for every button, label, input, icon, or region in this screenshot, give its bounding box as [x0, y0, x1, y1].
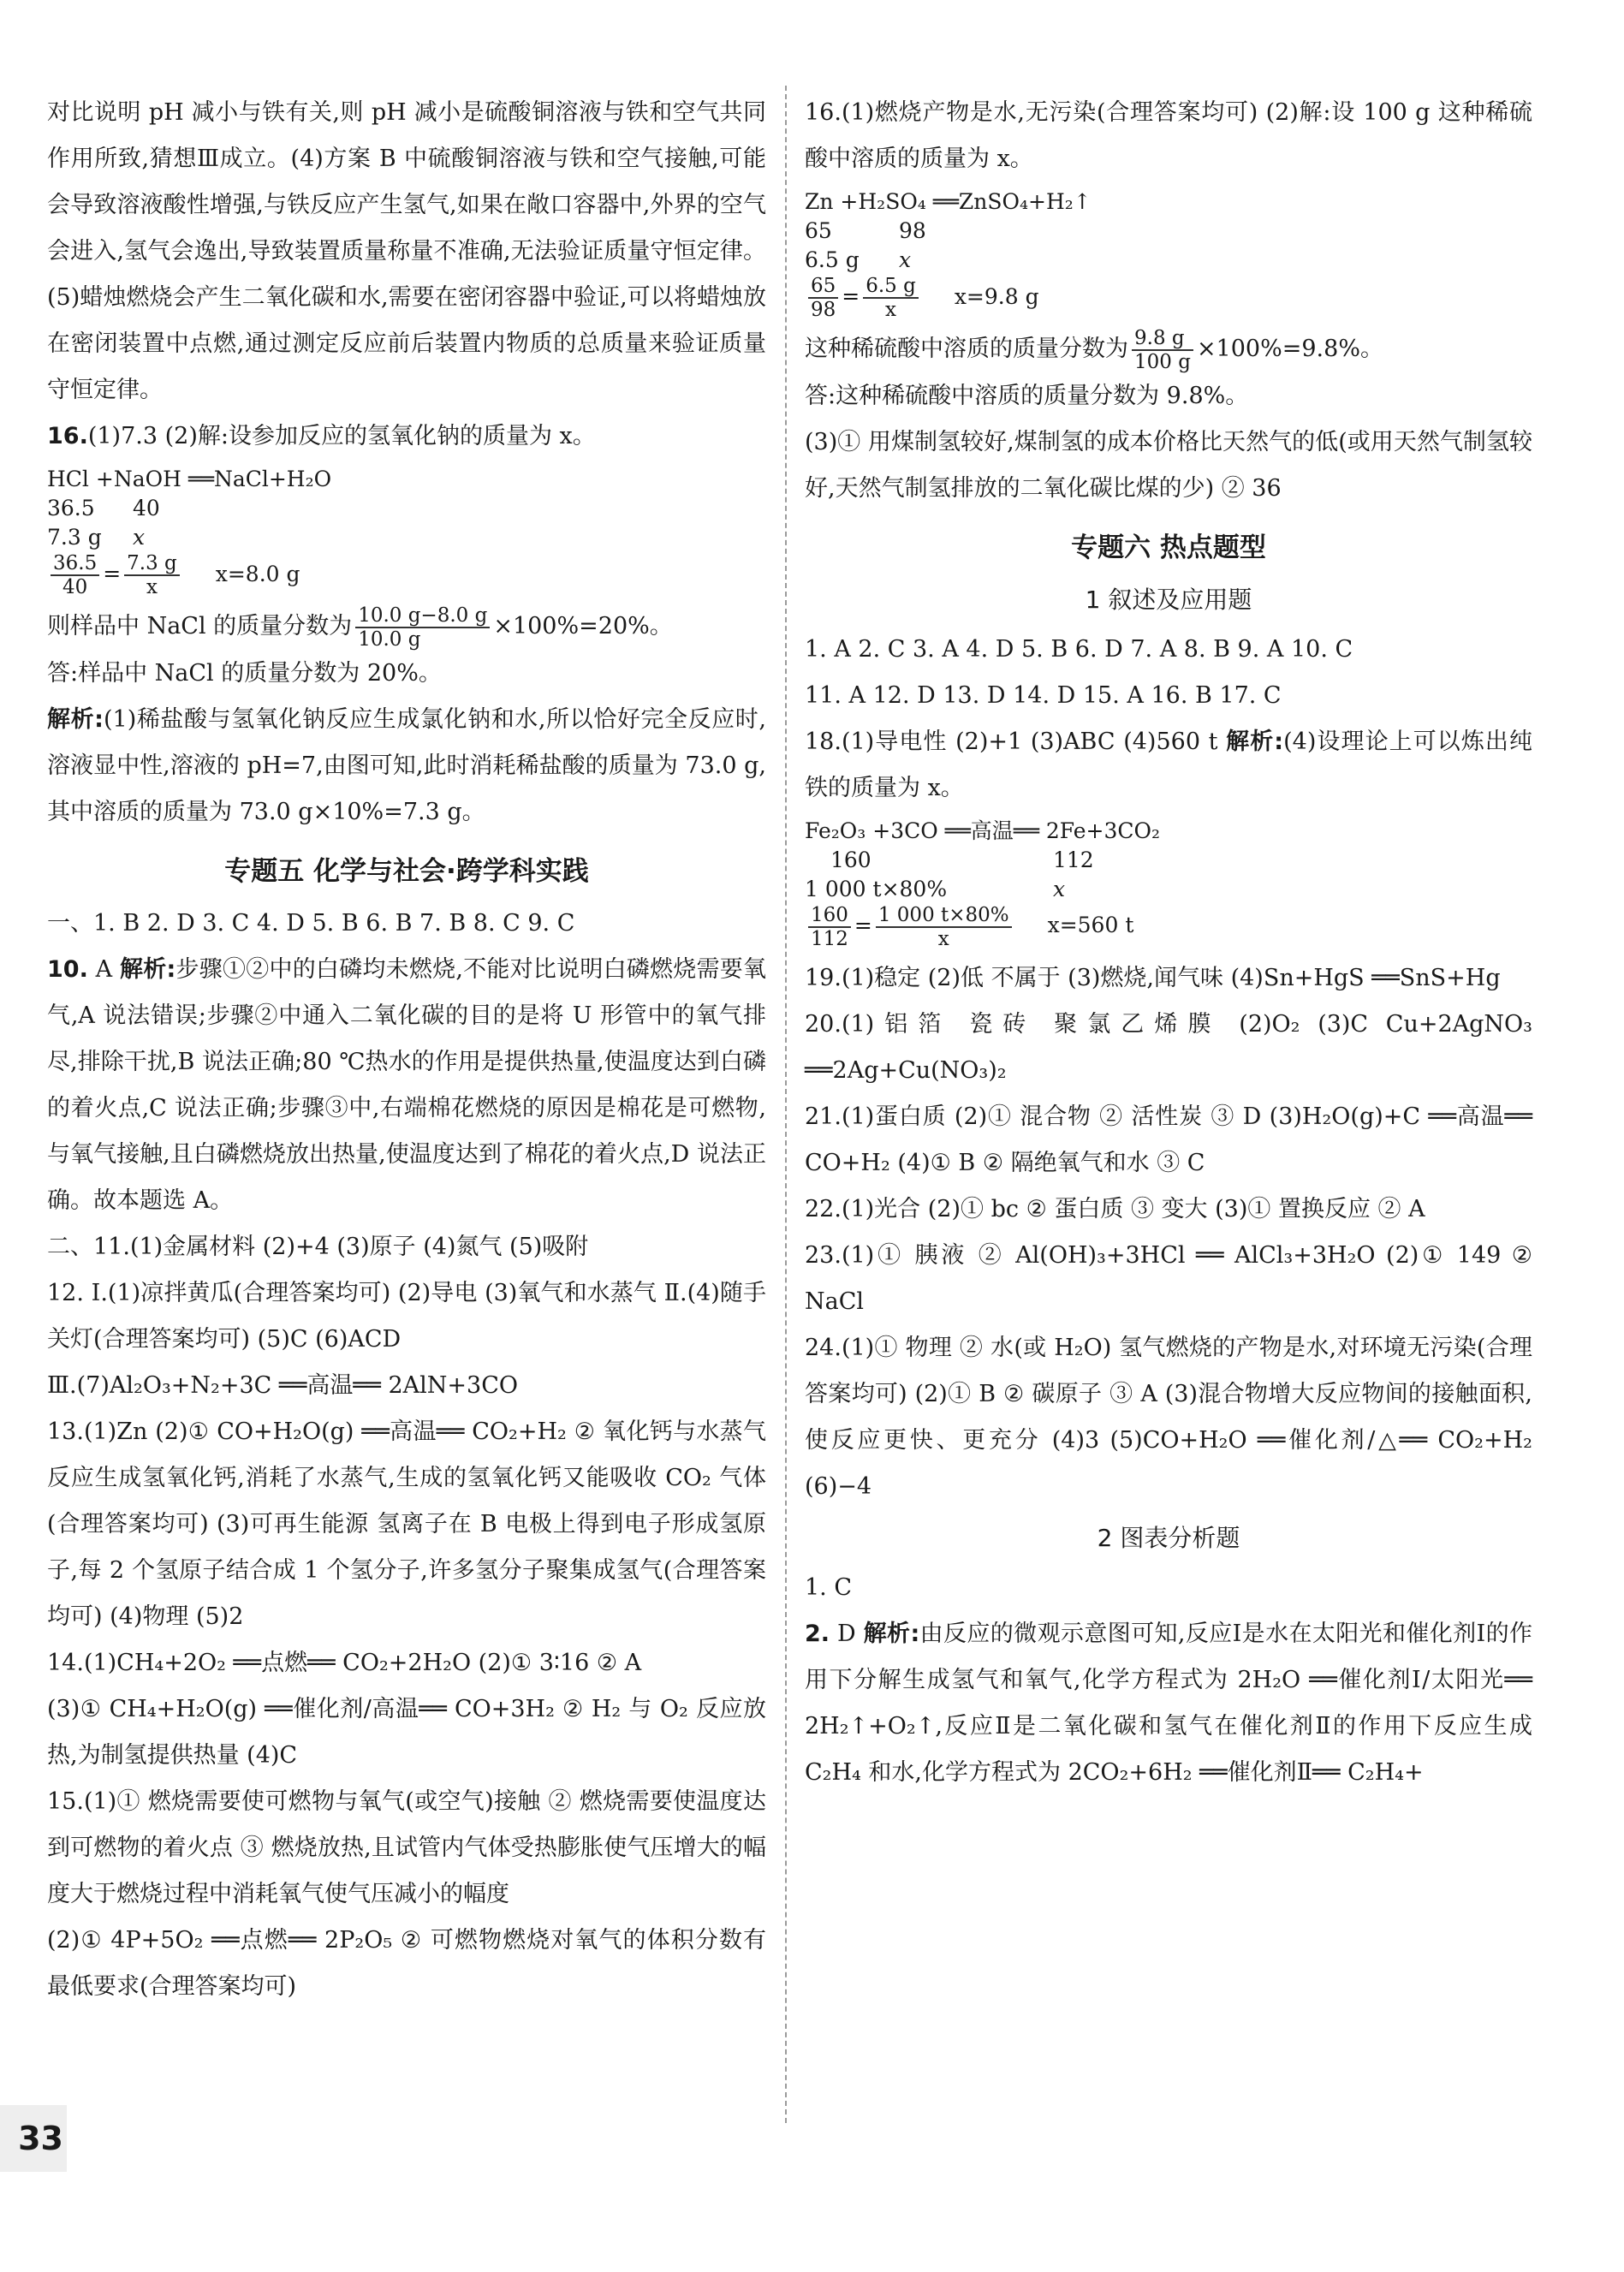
eq-ratio-row	[805, 846, 1532, 875]
eq-value: 112	[1053, 847, 1094, 872]
eq-value: 98	[899, 218, 926, 243]
eq-ratio-row	[47, 494, 766, 523]
t-answer-1: 1. C	[805, 1573, 853, 1601]
text: 18.(1)导电性 (2)+1 (3)ABC (4)560 t	[805, 728, 1218, 755]
eq-line: Zn +H₂SO₄ ══ZnSO₄+H₂↑	[805, 189, 1092, 214]
answer-15: 15.(1)① 燃烧需要使可燃物与氧气(或空气)接触 ② 燃烧需要使温度达到可燃物的着火点 ③ 燃烧放热,且试管内气体受热膨胀使气压增大的幅度大于燃烧过程中消耗氧气使气压减小的幅度	[47, 1787, 766, 1907]
eq-ratio-row	[805, 217, 1532, 246]
r-q16-intro: 16.(1)燃烧产物是水,无污染(合理答案均可) (2)解:设 100 g 这种稀硫酸中溶质的质量为 x。	[805, 99, 1532, 172]
numerator: 65	[808, 275, 838, 299]
equals-sign: =	[103, 561, 122, 586]
q10-answer: A	[95, 955, 113, 983]
analysis-text: 步骤①②中的白磷均未燃烧,不能对比说明白磷燃烧需要氧气,A 说法错误;步骤②中通入二氧化碳的目的是将 U 形管中的氧气排尽,排除干扰,B 说法正确;80 ℃热水的作用是提供热量,使温度达到白磷的着火点,C 说法正确;步骤③中,右端棉花燃烧的原因是棉花是可燃物,与氧气接触,且白磷燃烧放出热量,使温度达到了棉花的着火点,D 说法正确。故本题选 A。	[47, 955, 766, 1214]
eq-result: x=9.8 g	[954, 283, 1039, 309]
q10-number: 10.	[47, 955, 88, 983]
eq-value: 1 000 t×80%	[805, 876, 948, 901]
answer-14: 14.(1)CH₄+2O₂ ══点燃══ CO₂+2H₂O (2)① 3∶16 ② A	[47, 1649, 642, 1676]
denominator: 40	[62, 576, 88, 598]
eq-value: 40	[133, 496, 160, 520]
eq-value: 65	[805, 218, 832, 243]
analysis-text: 由反应的微观示意图可知,反应Ⅰ是水在太阳光和催化剂Ⅰ的作用下分解生成氢气和氧气,化学方程式为 2H₂O ══催化剂Ⅰ/太阳光══ 2H₂↑+O₂↑,反应Ⅱ是二氧化碳和氢气在催化剂Ⅱ的作用下反应生成 C₂H₄ 和水,化学方程式为 2CO₂+6H₂ ══催化剂Ⅱ══ C₂H₄+	[805, 1620, 1532, 1786]
answers-11-17: 11. A 12. D 13. D 14. D 15. A 16. B 17. C	[805, 681, 1282, 709]
section-title-6: 专题六 热点题型	[1071, 532, 1266, 563]
numerator: 36.5	[51, 552, 99, 576]
q16-intro	[47, 413, 766, 460]
section-title-5: 专题五 化学与社会·跨学科实践	[224, 855, 589, 887]
eq-line: HCl +NaOH ══NaCl+H₂O	[47, 467, 332, 491]
page-number: 33	[0, 2105, 67, 2172]
text: ×100%=9.8%。	[1196, 336, 1383, 362]
fraction	[876, 904, 1012, 950]
denominator: x	[885, 299, 897, 321]
eq-result: x=560 t	[1047, 913, 1134, 937]
denominator: 100 g	[1134, 350, 1191, 373]
r-q16-answer: 答:这种稀硫酸中溶质的质量分数为 9.8%。	[805, 382, 1249, 409]
eq-mass-row	[805, 246, 1532, 275]
denominator: 10.0 g	[358, 627, 421, 651]
equation-zn-h2so4	[805, 187, 1532, 321]
denominator: x	[937, 927, 949, 950]
eq-value: x	[899, 247, 912, 272]
eq-proportion	[805, 904, 1532, 950]
subsection-title-2: 2 图表分析题	[1097, 1523, 1240, 1552]
eq-value: x	[1053, 876, 1066, 901]
analysis-label: 解析:	[120, 955, 176, 983]
numerator: 10.0 g−8.0 g	[355, 604, 490, 628]
eq-proportion	[805, 275, 1532, 321]
equation-hcl-naoh	[47, 465, 766, 598]
analysis-text: (4)设理论上可以炼出纯铁的质量为 x。	[805, 728, 1532, 801]
subsection-title-1: 1 叙述及应用题	[1085, 585, 1252, 614]
answers-1-10: 1. A 2. C 3. A 4. D 5. B 6. D 7. A 8. B 9. A 10. C	[805, 635, 1353, 663]
answer-12: 12. Ⅰ.(1)凉拌黄瓜(合理答案均可) (2)导电 (3)氧气和水蒸气 Ⅱ.(4)随手关灯(合理答案均可) (5)C (6)ACD	[47, 1279, 766, 1353]
analysis-label: 解析:	[47, 705, 104, 733]
numerator: 6.5 g	[863, 275, 919, 299]
fraction	[355, 604, 490, 651]
analysis-label: 解析:	[1226, 728, 1284, 755]
r-q16-part3: (3)① 用煤制氢较好,煤制氢的成本价格比天然气的低(或用天然气制氢较好,天然气制氢排放的二氧化碳比煤的少) ② 36	[805, 428, 1532, 502]
q10-analysis	[47, 947, 766, 1224]
denominator: 98	[811, 299, 836, 321]
numerator: 7.3 g	[124, 552, 180, 576]
analysis-text: (1)稀盐酸与氢氧化钠反应生成氯化钠和水,所以恰好完全反应时,溶液显中性,溶液的 pH=7,由图可知,此时消耗稀盐酸的质量为 73.0 g,其中溶质的质量为 73.0 g×10%=7.3 g。	[47, 705, 766, 825]
answer-21: 21.(1)蛋白质 (2)① 混合物 ② 活性炭 ③ D (3)H₂O(g)+C ══高温══ CO+H₂ (4)① B ② 隔绝氧气和水 ③ C	[805, 1103, 1532, 1176]
q16-analysis	[47, 697, 766, 836]
numerator: 1 000 t×80%	[876, 904, 1012, 928]
answer-12-iii: Ⅲ.(7)Al₂O₃+N₂+3C ══高温══ 2AlN+3CO	[47, 1371, 519, 1399]
left-column	[47, 90, 766, 2010]
eq-proportion	[47, 552, 766, 598]
answer-11: 二、11.(1)金属材料 (2)+4 (3)原子 (4)氮气 (5)吸附	[47, 1233, 589, 1260]
q16-percentage	[47, 604, 766, 651]
fraction	[124, 552, 180, 598]
text: 则样品中 NaCl 的质量分数为	[47, 613, 353, 639]
q16-number: 16.	[47, 423, 88, 449]
eq-value: 160	[830, 847, 871, 872]
right-column	[805, 90, 1532, 1796]
answer-14-part3: (3)① CH₄+H₂O(g) ══催化剂/高温══ CO+3H₂ ② H₂ 与 O₂ 反应放热,为制氢提供热量 (4)C	[47, 1695, 766, 1769]
eq-value: x	[133, 525, 146, 550]
t-answer-2	[805, 1611, 1532, 1796]
fraction	[808, 275, 838, 321]
eq-mass-row	[805, 875, 1532, 904]
numerator: 160	[808, 904, 851, 928]
eq-value: 6.5 g	[805, 247, 860, 272]
numerator: 9.8 g	[1132, 327, 1193, 351]
t2-number: 2.	[805, 1620, 830, 1647]
t2-answer: D	[837, 1620, 856, 1647]
eq-result: x=8.0 g	[215, 561, 300, 586]
eq-line: Fe₂O₃ +3CO ══高温══ 2Fe+3CO₂	[805, 818, 1161, 843]
fraction	[1132, 327, 1193, 373]
answer-20: 20.(1)铝箔 瓷砖 聚氯乙烯膜 (2)O₂ (3)C Cu+2AgNO₃ ══2Ag+Cu(NO₃)₂	[805, 1010, 1532, 1084]
answer-24: 24.(1)① 物理 ② 水(或 H₂O) 氢气燃烧的产物是水,对环境无污染(合理答案均可) (2)① B ② 碳原子 ③ A (3)混合物增大反应物间的接触面积,使反应更快、更充分 (4)3 (5)CO+H₂O ══催化剂/△══ CO₂+H₂ (6)−4	[805, 1334, 1532, 1500]
fraction	[808, 904, 851, 950]
analysis-label: 解析:	[863, 1620, 920, 1647]
column-divider	[785, 86, 787, 2123]
denominator: x	[146, 576, 158, 598]
text: ×100%=20%。	[493, 613, 673, 639]
fraction	[863, 275, 919, 321]
eq-mass-row	[47, 523, 766, 552]
equals-sign: =	[842, 283, 860, 309]
text: 这种稀硫酸中溶质的质量分数为	[805, 336, 1128, 362]
answers-1-9: 一、1. B 2. D 3. C 4. D 5. B 6. B 7. B 8. C 9. C	[47, 909, 575, 937]
answer-23: 23.(1)① 胰液 ② Al(OH)₃+3HCl ══ AlCl₃+3H₂O (2)① 149 ② NaCl	[805, 1241, 1532, 1315]
eq-value: 7.3 g	[47, 525, 102, 550]
q16-answer: 答:样品中 NaCl 的质量分数为 20%。	[47, 659, 442, 687]
answer-19: 19.(1)稳定 (2)低 不属于 (3)燃烧,闻气味 (4)Sn+HgS ══SnS+Hg	[805, 964, 1501, 991]
answer-22: 22.(1)光合 (2)① bc ② 蛋白质 ③ 变大 (3)① 置换反应 ② A	[805, 1195, 1425, 1222]
r-q16-percentage	[805, 326, 1532, 373]
answer-18	[805, 719, 1532, 812]
equation-fe2o3-co	[805, 817, 1532, 950]
fraction	[51, 552, 99, 598]
q16-text: (1)7.3 (2)解:设参加反应的氢氧化钠的质量为 x。	[87, 423, 596, 449]
eq-value: 36.5	[47, 496, 95, 520]
answer-15-part2: (2)① 4P+5O₂ ══点燃══ 2P₂O₅ ② 可燃物燃烧对氧气的体积分数有最低要求(合理答案均可)	[47, 1926, 766, 2000]
answer-13: 13.(1)Zn (2)① CO+H₂O(g) ══高温══ CO₂+H₂ ② 氧化钙与水蒸气反应生成氢氧化钙,消耗了水蒸气,生成的氢氧化钙又能吸收 CO₂ 气体(合理答案均可) (3)可再生能源 氢离子在 B 电极上得到电子形成氢原子,每 2 个氢原子结合成 1 个氢分子,许多氢分子聚集成氢气(合理答案均可) (4)物理 (5)2	[47, 1418, 766, 1630]
equals-sign: =	[854, 913, 872, 937]
paragraph-q15-continued: 对比说明 pH 减小与铁有关,则 pH 减小是硫酸铜溶液与铁和空气共同作用所致,猜想Ⅲ成立。(4)方案 B 中硫酸铜溶液与铁和空气接触,可能会导致溶液酸性增强,与铁反应产生氢气,如果在敞口容器中,外界的空气会进入,氢气会逸出,导致装置质量称量不准确,无法验证质量守恒定律。(5)蜡烛燃烧会产生二氧化碳和水,需要在密闭容器中验证,可以将蜡烛放在密闭装置中点燃,通过测定反应前后装置内物质的总质量来验证质量守恒定律。	[47, 99, 766, 403]
denominator: 112	[811, 927, 848, 950]
